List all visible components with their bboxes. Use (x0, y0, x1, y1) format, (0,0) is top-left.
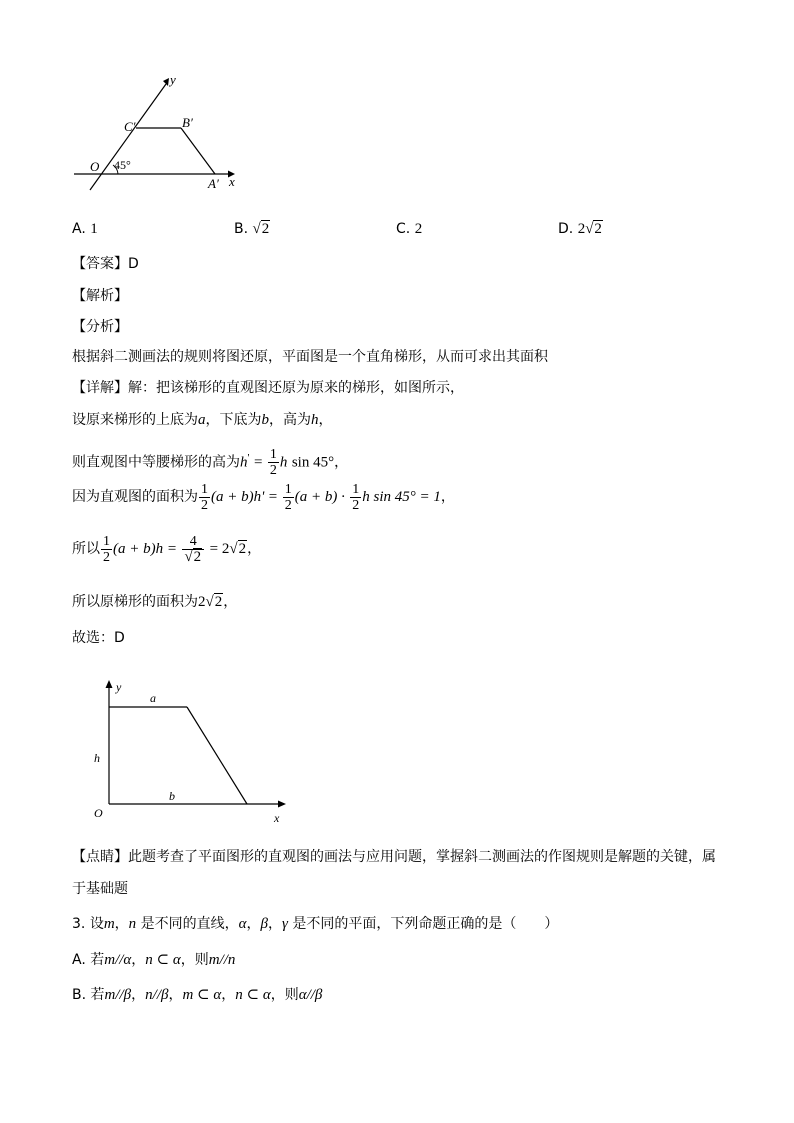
original-figure (88, 676, 298, 830)
var-h: h (311, 412, 319, 428)
math-expr: m//β (104, 987, 132, 1003)
separator: ， (114, 916, 129, 932)
detail-text: ，下底为 (205, 412, 262, 428)
detail-text: 因为直观图的面积为 (72, 489, 198, 505)
option-a (72, 219, 98, 239)
fraction (182, 534, 204, 565)
option-b-sqrt: √2 (252, 221, 270, 237)
detail-line-2 (72, 410, 333, 430)
math-expr: h sin 45° = 1 (362, 489, 441, 505)
option-c-label: C. (396, 221, 411, 237)
math-expr: (a + b) · (294, 489, 345, 505)
y-axis-arrow (106, 680, 113, 688)
math-expr: m ⊂ α (182, 987, 222, 1003)
option-d-label: D. (558, 221, 574, 237)
x-axis-arrow (278, 801, 286, 808)
jiexi-tag: 【解析】 (72, 288, 128, 304)
answer-value: D (128, 256, 139, 272)
option-b (234, 219, 270, 239)
dianjing-line-1 (72, 847, 716, 867)
option-b-label: B. (234, 221, 249, 237)
detail-line-5 (72, 530, 261, 568)
sin-expr: sin 45° (291, 454, 335, 471)
var-m: m (103, 916, 115, 932)
choose-line (72, 628, 125, 648)
y-axis-label: y (116, 680, 122, 694)
math-expr: (a + b)h = (113, 541, 177, 557)
fraction-den: 2 (269, 463, 277, 479)
option-b-value: 2 (261, 221, 270, 237)
fraction-den: 2 (103, 549, 110, 565)
fraction (350, 482, 361, 513)
separator: ， (246, 916, 261, 932)
origin-label: O (94, 806, 103, 820)
trapezoid-right-edge (181, 128, 215, 174)
option-a-label: A. (72, 221, 86, 237)
fenxi-tag-line (72, 317, 128, 337)
fenxi-text-line (72, 347, 548, 367)
coefficient: 2 (198, 594, 206, 610)
fraction (199, 482, 210, 513)
detail-tag: 【详解】 (72, 380, 128, 396)
fraction (283, 482, 294, 513)
point-c-label: C′ (124, 119, 136, 134)
sqrt: √2 (229, 541, 247, 557)
jiexi-line (72, 286, 128, 306)
detail-text: 则直观图中等腰梯形的高为 (72, 454, 240, 471)
option-c-value: 2 (414, 221, 423, 237)
sqrt: √2 (205, 594, 223, 610)
trapezoid-slant-edge (187, 707, 247, 804)
math-expr: n ⊂ α (145, 952, 181, 968)
option-text: ， (131, 987, 146, 1003)
detail-text: ， (223, 594, 238, 610)
detail-text: ， (440, 489, 455, 505)
option-d (558, 219, 603, 239)
answer-tag: 【答案】 (72, 256, 128, 272)
fraction (101, 534, 112, 565)
detail-text: ， (318, 412, 333, 428)
point-b-label: B′ (182, 115, 193, 130)
option-text: 若 (90, 987, 105, 1003)
equals: = (268, 489, 278, 505)
bottom-edge-label: b (169, 789, 175, 803)
fraction-num: 1 (103, 533, 110, 549)
detail-text: 所以 (72, 541, 100, 557)
option-d-sqrt: √2 (585, 221, 602, 237)
separator: ， (267, 916, 282, 932)
fraction-den: 2 (201, 497, 208, 513)
math-expr: m//α (104, 952, 132, 968)
origin-label: O (90, 159, 100, 174)
math-expr: m//n (208, 952, 236, 968)
question-text: 设 (89, 916, 104, 932)
option-d-coef: 2 (577, 221, 586, 237)
radicand: 2 (214, 594, 223, 610)
detail-text: ， (247, 541, 262, 557)
x-axis-label: x (274, 811, 280, 825)
fenxi-tag: 【分析】 (72, 319, 128, 335)
point-a-label: A′ (208, 176, 219, 191)
dianjing-text-2: 于基础题 (72, 881, 128, 897)
math-expr: α//β (298, 987, 323, 1003)
dianjing-text-1: 此题考查了平面图形的直观图的画法与应用问题，掌握斜二测画法的作图规则是解题的关键，属 (128, 849, 716, 865)
radicand: 2 (238, 541, 247, 557)
math-expr: n ⊂ α (235, 987, 271, 1003)
var-a: a (198, 412, 206, 428)
var-gamma: γ (281, 916, 288, 932)
var-n: n (128, 916, 137, 932)
choose-text: 故选：D (72, 630, 125, 646)
y-axis-label: y (170, 72, 176, 87)
oblique-figure (70, 70, 250, 195)
option-c (396, 219, 422, 239)
detail-line-1 (72, 378, 464, 398)
dianjing-line-2 (72, 879, 128, 899)
option-text: 若 (90, 952, 105, 968)
question-number: 3. (72, 916, 86, 932)
var-h: h (279, 454, 288, 471)
question-text: 是不同的平面，下列命题正确的是（ ） (292, 916, 559, 932)
height-label: h (94, 751, 100, 765)
var-b: b (261, 412, 269, 428)
option-text: ， (221, 987, 236, 1003)
prime: ' (247, 452, 250, 464)
var-beta: β (260, 916, 268, 932)
var-h: h (240, 454, 248, 471)
question-text: 是不同的直线， (140, 916, 239, 932)
option-text: ，则 (270, 987, 299, 1003)
detail-text: 所以原梯形的面积为 (72, 594, 198, 610)
x-axis-label: x (229, 174, 235, 189)
option-text: ， (168, 987, 183, 1003)
fraction-num: 4 (182, 534, 204, 550)
fraction-num: 1 (284, 481, 292, 497)
fraction-den: √2 (184, 548, 202, 565)
fraction-num: 1 (269, 447, 277, 463)
question-3 (72, 914, 558, 934)
question-3-option-a (72, 950, 235, 970)
radicand: 2 (193, 548, 202, 565)
option-d-value: 2 (594, 221, 602, 237)
detail-line-3 (72, 441, 348, 480)
top-edge-label: a (150, 691, 156, 705)
answer-line (72, 254, 139, 274)
detail-text: ， (334, 454, 349, 471)
fraction-den: 2 (284, 497, 292, 513)
detail-line-6 (72, 592, 237, 612)
detail-text: ，高为 (269, 412, 311, 428)
fraction-num: 1 (352, 481, 360, 497)
fraction-den: 2 (352, 497, 360, 513)
fenxi-text: 根据斜二测画法的规则将图还原，平面图是一个直角梯形，从而可求出其面积 (72, 349, 548, 365)
fraction-num: 1 (201, 481, 208, 497)
option-label: A. (72, 952, 86, 968)
equals: = (253, 454, 263, 471)
math-expr: (a + b)h' (211, 489, 265, 505)
math-expr: n//β (145, 987, 169, 1003)
angle-label: 45° (114, 158, 131, 172)
fraction (268, 447, 279, 478)
detail-line-4 (72, 480, 455, 514)
math-expr: = 2 (209, 541, 230, 557)
dianjing-tag: 【点睛】 (72, 849, 128, 865)
option-text: ，则 (180, 952, 209, 968)
option-text: ， (131, 952, 146, 968)
detail-text-1: 解：把该梯形的直观图还原为原来的梯形，如图所示， (128, 380, 464, 396)
option-a-value: 1 (90, 221, 98, 237)
option-label: B. (72, 987, 87, 1003)
var-alpha: α (238, 916, 247, 932)
question-3-option-b (72, 985, 322, 1005)
detail-text: 设原来梯形的上底为 (72, 412, 198, 428)
